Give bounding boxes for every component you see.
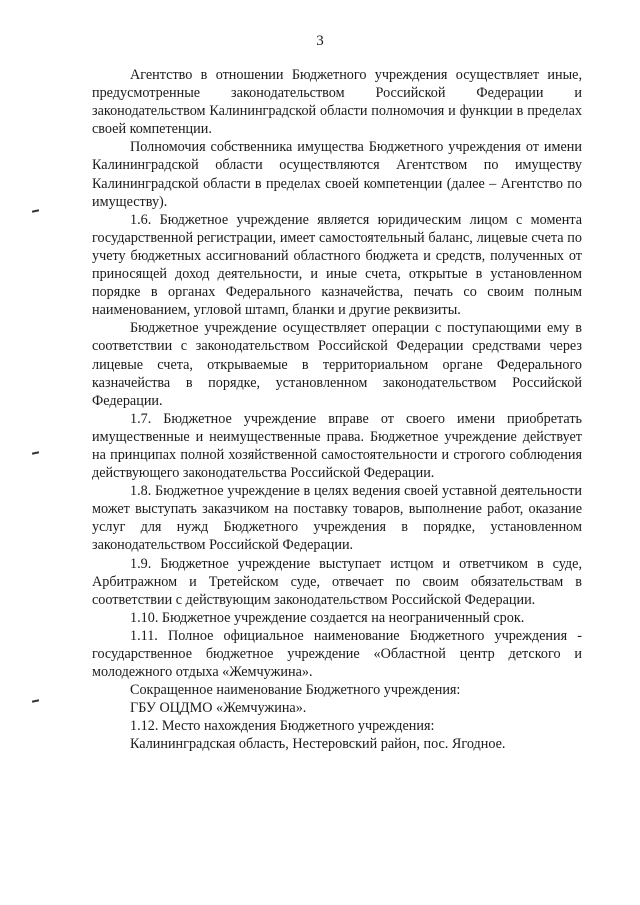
paragraph-1-9: 1.9. Бюджетное учреждение выступает истцом и ответчиком в суде, Арбитражном и Третейском суде, отвечает по своим обязательствам в соответствии с действующим законодательством Российской Федерации. xyxy=(92,555,582,608)
paragraph-1-8: 1.8. Бюджетное учреждение в целях ведения своей уставной деятельности может выступать заказчиком на поставку товаров, выполнение работ, оказание услуг для нужд Бюджетного учреждения в порядке, установленном законодательством Российской Федерации. xyxy=(92,483,582,554)
paragraph-1-6: 1.6. Бюджетное учреждение является юридическим лицом с момента государственной регистрации, имеет самостоятельный баланс, лицевые счета по учету бюджетных ассигнований областного бюджета и средств, полученных от приносящей доход деятельности, и иные счета, открытые в установленном порядке в органах Федерального казначейства, печать со своим полным наименованием, угловой штамп, бланки и другие реквизиты. xyxy=(92,211,582,319)
paragraph-1-7: 1.7. Бюджетное учреждение вправе от своего имени приобретать имущественные и неимущественные права. Бюджетное учреждение действует на принципах полной хозяйственной самостоятельности и строгого соблюдения действующего законодательства Российской Федерации. xyxy=(92,410,582,482)
paragraph-agency-powers: Агентство в отношении Бюджетного учреждения осуществляет иные, предусмотренные законодательством Российской Федерации и законодательством Калининградской области полномочия и функции в пределах своей компетенции. xyxy=(92,67,582,138)
margin-mark xyxy=(32,209,39,212)
page-number: 3 xyxy=(316,33,324,49)
paragraph-owner-powers: Полномочия собственника имущества Бюджетного учреждения от имени Калининградской области осуществляются Агентством по имуществу Калининградской области в пределах своей компетенции (далее – Агентство по имуществу). xyxy=(92,139,582,210)
paragraph-address: Калининградская область, Нестеровский район, пос. Ягодное. xyxy=(130,736,506,753)
paragraph-short-name: ГБУ ОЦДМО «Жемчужина». xyxy=(130,700,307,717)
paragraph-1-10: 1.10. Бюджетное учреждение создается на неограниченный срок. xyxy=(130,609,525,626)
paragraph-1-12: 1.12. Место нахождения Бюджетного учреждения: xyxy=(130,718,435,735)
margin-mark xyxy=(32,699,39,702)
document-body xyxy=(92,66,582,754)
paragraph-operations: Бюджетное учреждение осуществляет операции с поступающими ему в соответствии с законодательством Российской Федерации средствами через лицевые счета, открываемые в территориальном органе Федерального казначейства в порядке, установленном законодательством Российской Федерации. xyxy=(92,320,582,409)
paragraph-short-name-label: Сокращенное наименование Бюджетного учреждения: xyxy=(130,682,461,699)
paragraph-1-11: 1.11. Полное официальное наименование Бюджетного учреждения - государственное бюджетное учреждение «Областной центр детского и молодежного отдыха «Жемчужина». xyxy=(92,627,582,681)
margin-mark xyxy=(32,451,39,454)
